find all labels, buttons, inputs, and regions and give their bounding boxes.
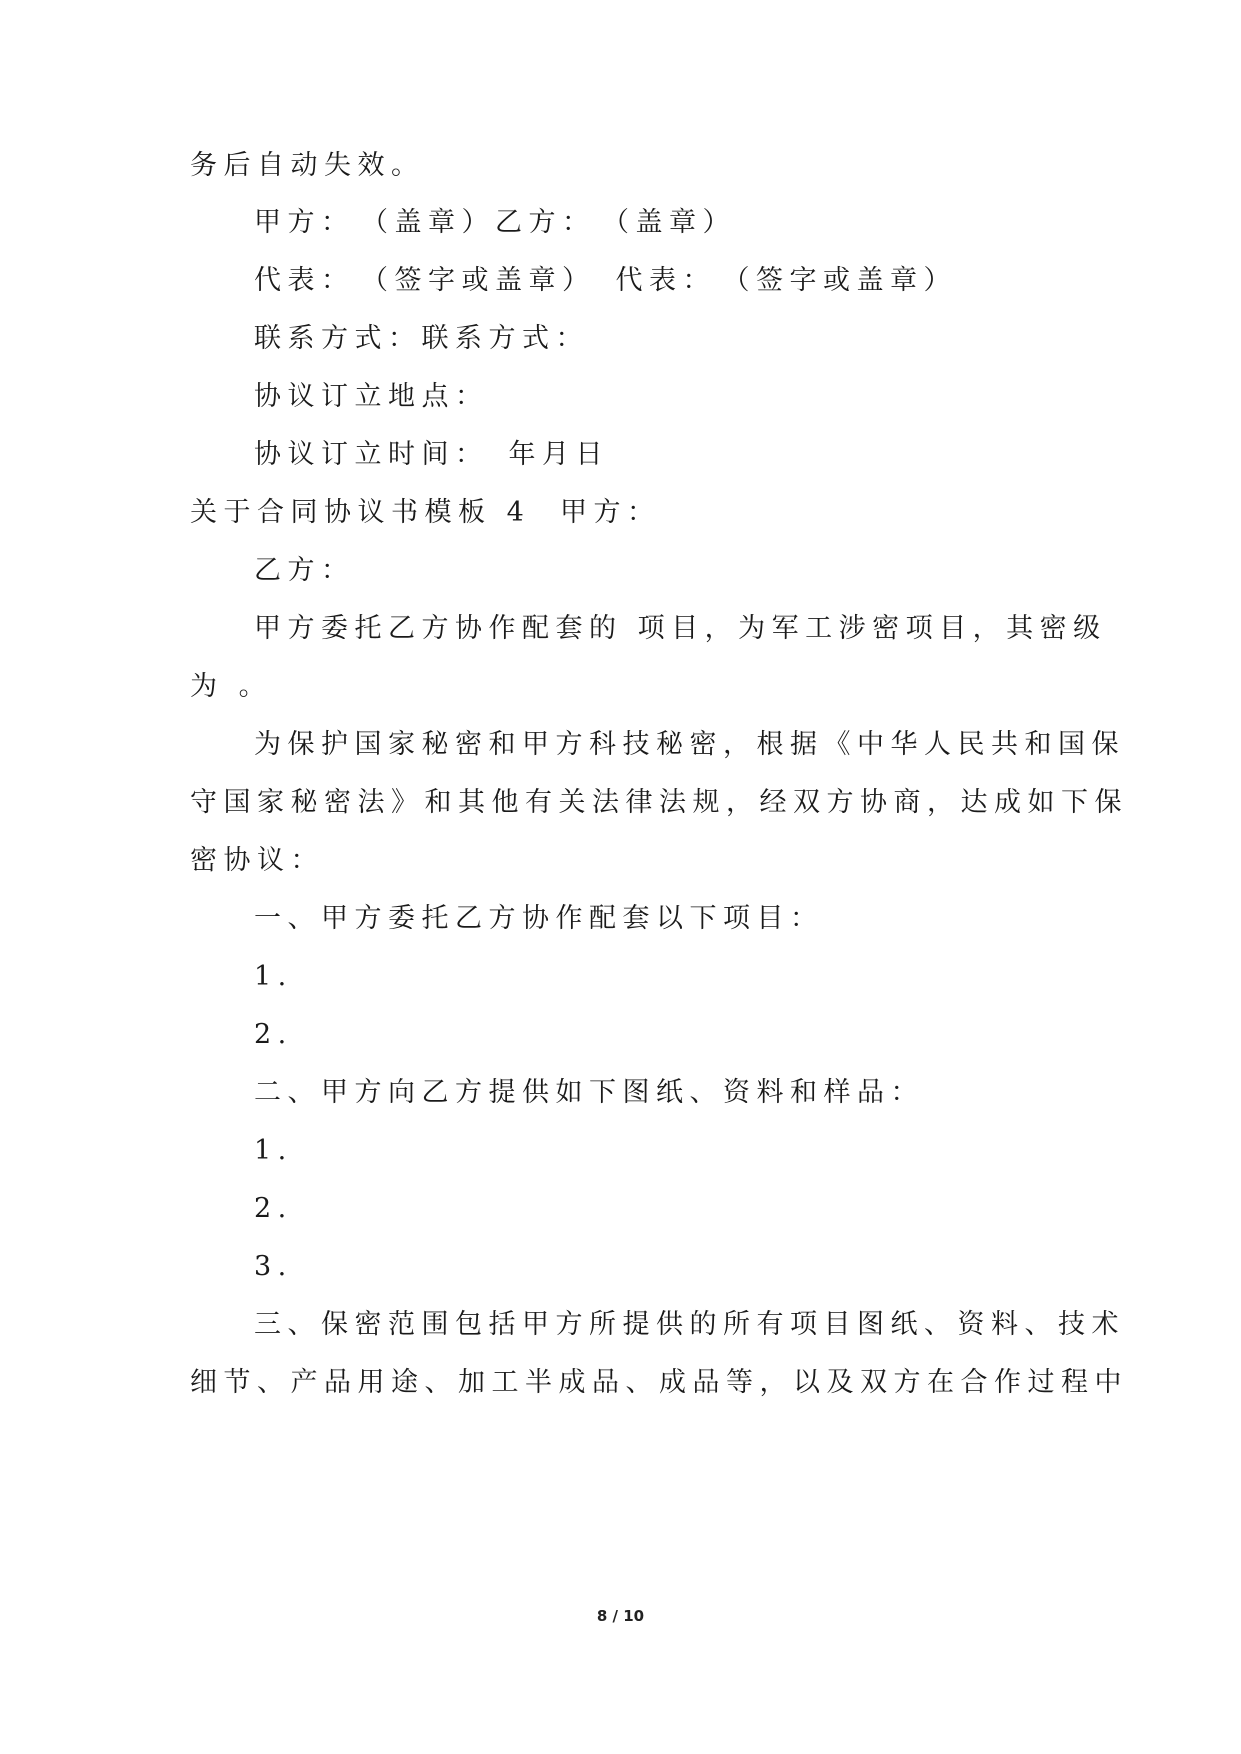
list-item: 2. [254,1193,293,1224]
signing-date-line: 协议订立时间： 年月日 [254,439,609,470]
contact-line: 联系方式：联系方式： [254,323,589,354]
party-b-label: 乙方： [254,555,355,586]
paragraph-line: 甲方委托乙方协作配套的 项目，为军工涉密项目，其密级 [254,613,1107,644]
page-number: 8 / 10 [596,1607,645,1625]
list-item: 1. [254,1135,293,1166]
party-a-label: 甲方： [560,497,661,528]
paragraph-line: 为保护国家秘密和甲方科技秘密，根据《中华人民共和国保 [254,729,1125,760]
list-item: 2. [254,1019,293,1050]
signing-place-line: 协议订立地点： [254,381,489,412]
list-item: 3. [254,1251,293,1282]
signature-party-line: 甲方： （盖章）乙方： （盖章） [254,207,736,238]
paragraph-line: 守国家秘密法》和其他有关法律法规，经双方协商，达成如下保 [190,787,1128,818]
paragraph-line: 密协议： [190,845,324,876]
text-line: 务后自动失效。 [190,150,425,181]
paragraph-line: 为 。 [190,671,273,702]
clause-heading: 三、保密范围包括甲方所提供的所有项目图纸、资料、技术 [254,1309,1125,1340]
list-item: 1. [254,961,293,992]
clause-heading: 一、甲方委托乙方协作配套以下项目： [254,903,824,934]
clause-heading: 二、甲方向乙方提供如下图纸、资料和样品： [254,1077,924,1108]
paragraph-line: 细节、产品用途、加工半成品、成品等，以及双方在合作过程中 [190,1367,1128,1398]
section-title: 关于合同协议书模板 4 [190,497,531,528]
signature-representative-line: 代表： （签字或盖章） 代表： （签字或盖章） [254,265,957,296]
